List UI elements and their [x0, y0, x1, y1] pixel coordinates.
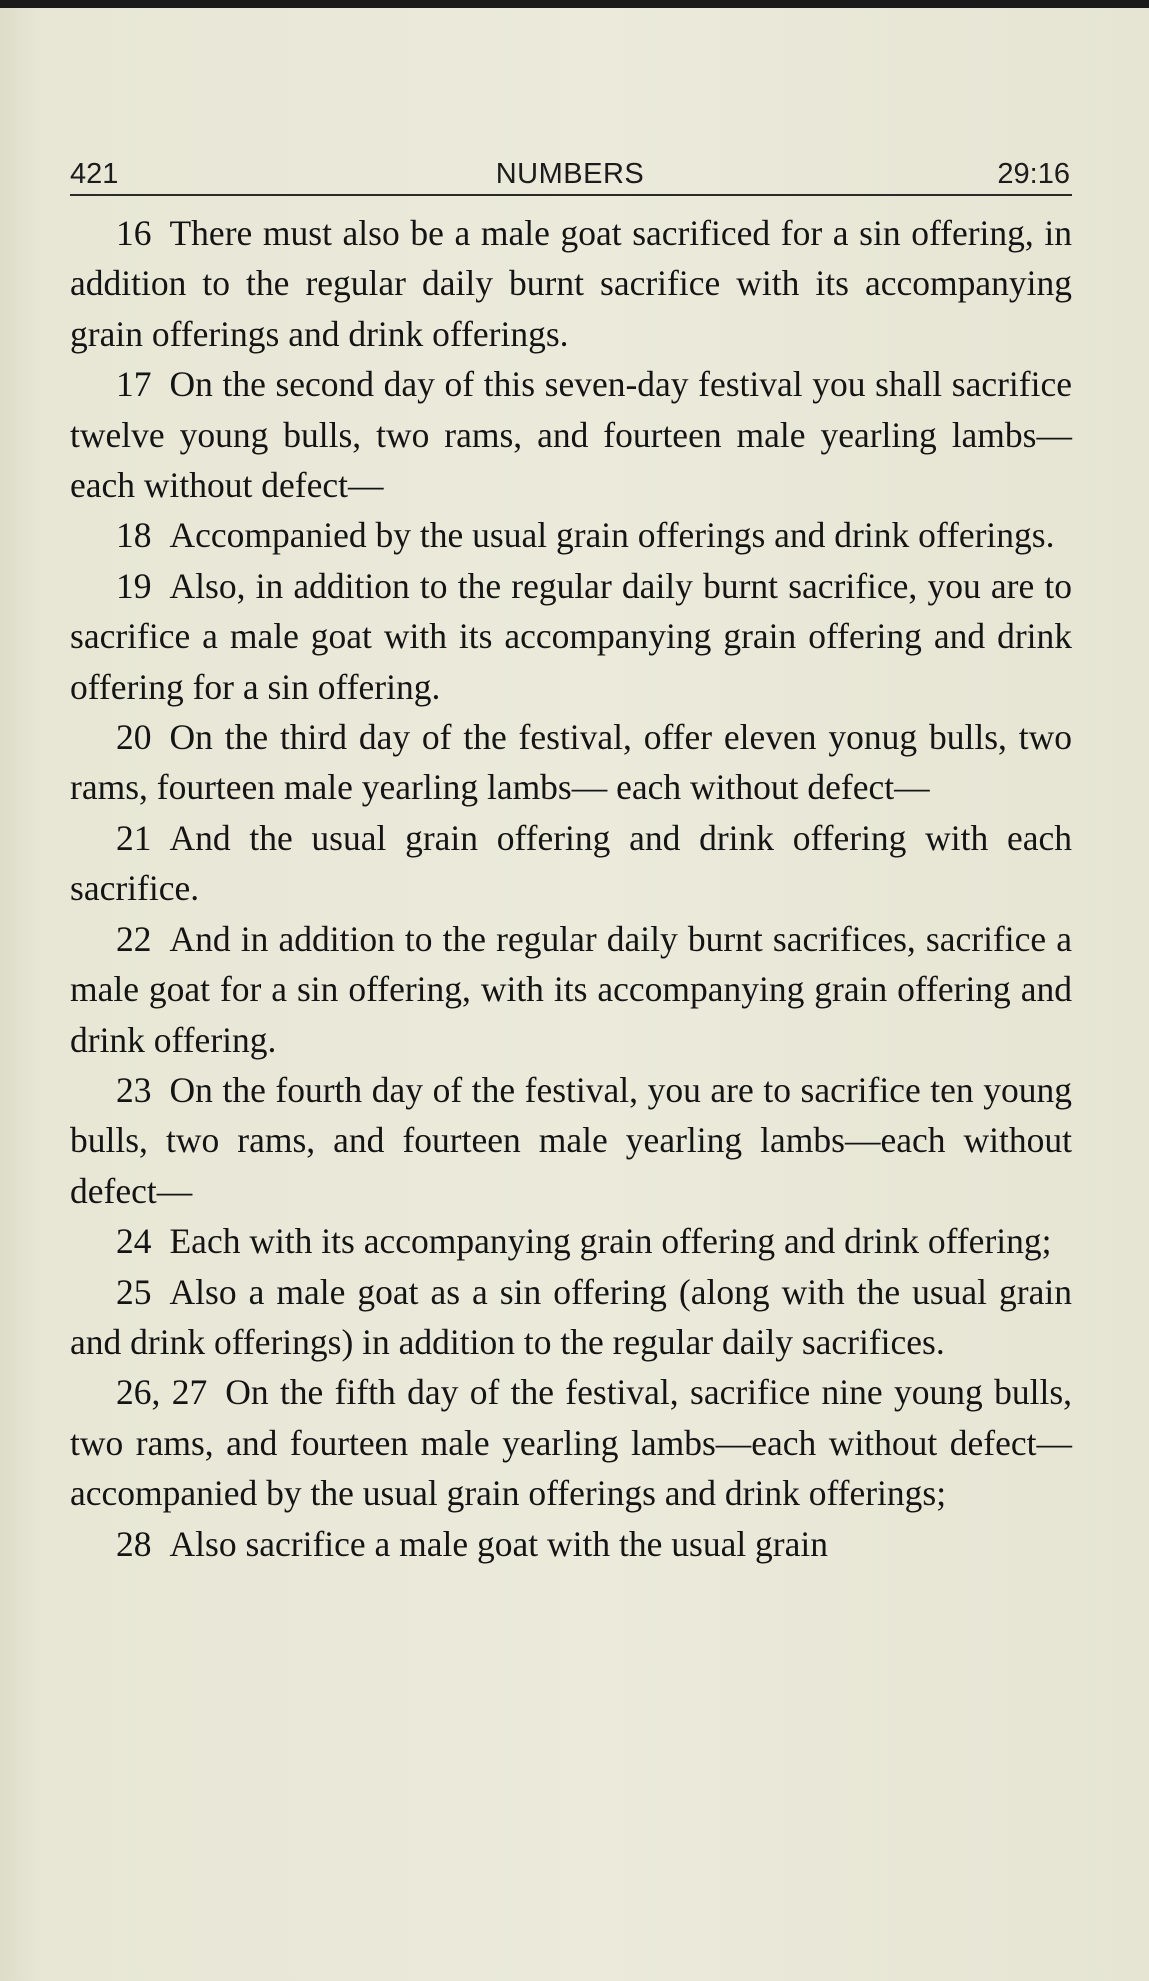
verse-22	[70, 914, 1072, 1065]
verse-text: And the usual grain offering and drink offering with each sacrifice.	[70, 817, 1072, 909]
verse-26-27	[70, 1367, 1072, 1518]
verse-21	[70, 813, 1072, 914]
verse-number: 20	[116, 717, 152, 758]
verse-text: On the fourth day of the festival, you are to sacrifice ten young bulls, two rams, and fourteen male yearling lambs—each without defect—	[70, 1069, 1072, 1211]
verse-number: 18	[116, 515, 152, 556]
verse-17	[70, 359, 1072, 510]
verse-24	[70, 1216, 1072, 1266]
page-body	[70, 208, 1072, 1569]
verse-20	[70, 712, 1072, 813]
verse-text: There must also be a male goat sacrificed for a sin offering, in addition to the regular daily burnt sacrifice with its accompanying grain offerings and drink offerings.	[70, 213, 1072, 354]
chapter-verse-reference: 29:16	[997, 158, 1070, 190]
verse-number: 25	[116, 1271, 152, 1312]
verse-number: 19	[116, 565, 152, 606]
running-head	[70, 152, 1070, 192]
verse-text: On the third day of the festival, offer eleven yonug bulls, two rams, fourteen male yearling lambs— each without defect—	[70, 717, 1072, 808]
verse-28	[70, 1519, 1072, 1569]
verse-text: On the fifth day of the festival, sacrifice nine young bulls, two rams, and fourteen male yearling lambs—each without defect—accompanied by the usual grain offerings and drink offerings;	[70, 1372, 1073, 1514]
verse-number: 24	[116, 1221, 152, 1262]
verse-text: Also sacrifice a male goat with the usual grain	[169, 1523, 829, 1564]
verse-25	[70, 1267, 1072, 1368]
verse-16	[70, 208, 1072, 359]
book-title: NUMBERS	[495, 158, 645, 190]
verse-number: 21	[116, 817, 152, 858]
header-rule	[70, 194, 1072, 196]
verse-number: 28	[116, 1523, 152, 1564]
verse-23	[70, 1065, 1072, 1216]
verse-number: 22	[116, 918, 152, 959]
verse-text: Also, in addition to the regular daily burnt sacrifice, you are to sacrifice a male goat with its accompanying grain offering and drink offering for a sin offering.	[70, 565, 1072, 707]
verse-text: Each with its accompanying grain offering and drink offering;	[169, 1221, 1052, 1262]
verse-text: And in addition to the regular daily burnt sacrifices, sacrifice a male goat for a sin offering, with its accompanying grain offering and drink offering.	[70, 918, 1072, 1060]
verse-number: 26, 27	[116, 1372, 208, 1413]
verse-text: On the second day of this seven-day festival you shall sacrifice twelve young bulls, two rams, and fourteen male yearling lambs—each without defect—	[70, 364, 1072, 506]
verse-19	[70, 561, 1072, 712]
verse-number: 23	[116, 1069, 152, 1110]
verse-text: Accompanied by the usual grain offerings and drink offerings.	[169, 515, 1055, 556]
verse-text: Also a male goat as a sin offering (along with the usual grain and drink offerings) in addition to the regular daily sacrifices.	[70, 1271, 1072, 1362]
page-top-edge	[0, 0, 1149, 8]
verse-number: 17	[116, 364, 152, 405]
page-number: 421	[70, 158, 119, 190]
verse-number: 16	[116, 213, 152, 253]
verse-18	[70, 510, 1072, 560]
